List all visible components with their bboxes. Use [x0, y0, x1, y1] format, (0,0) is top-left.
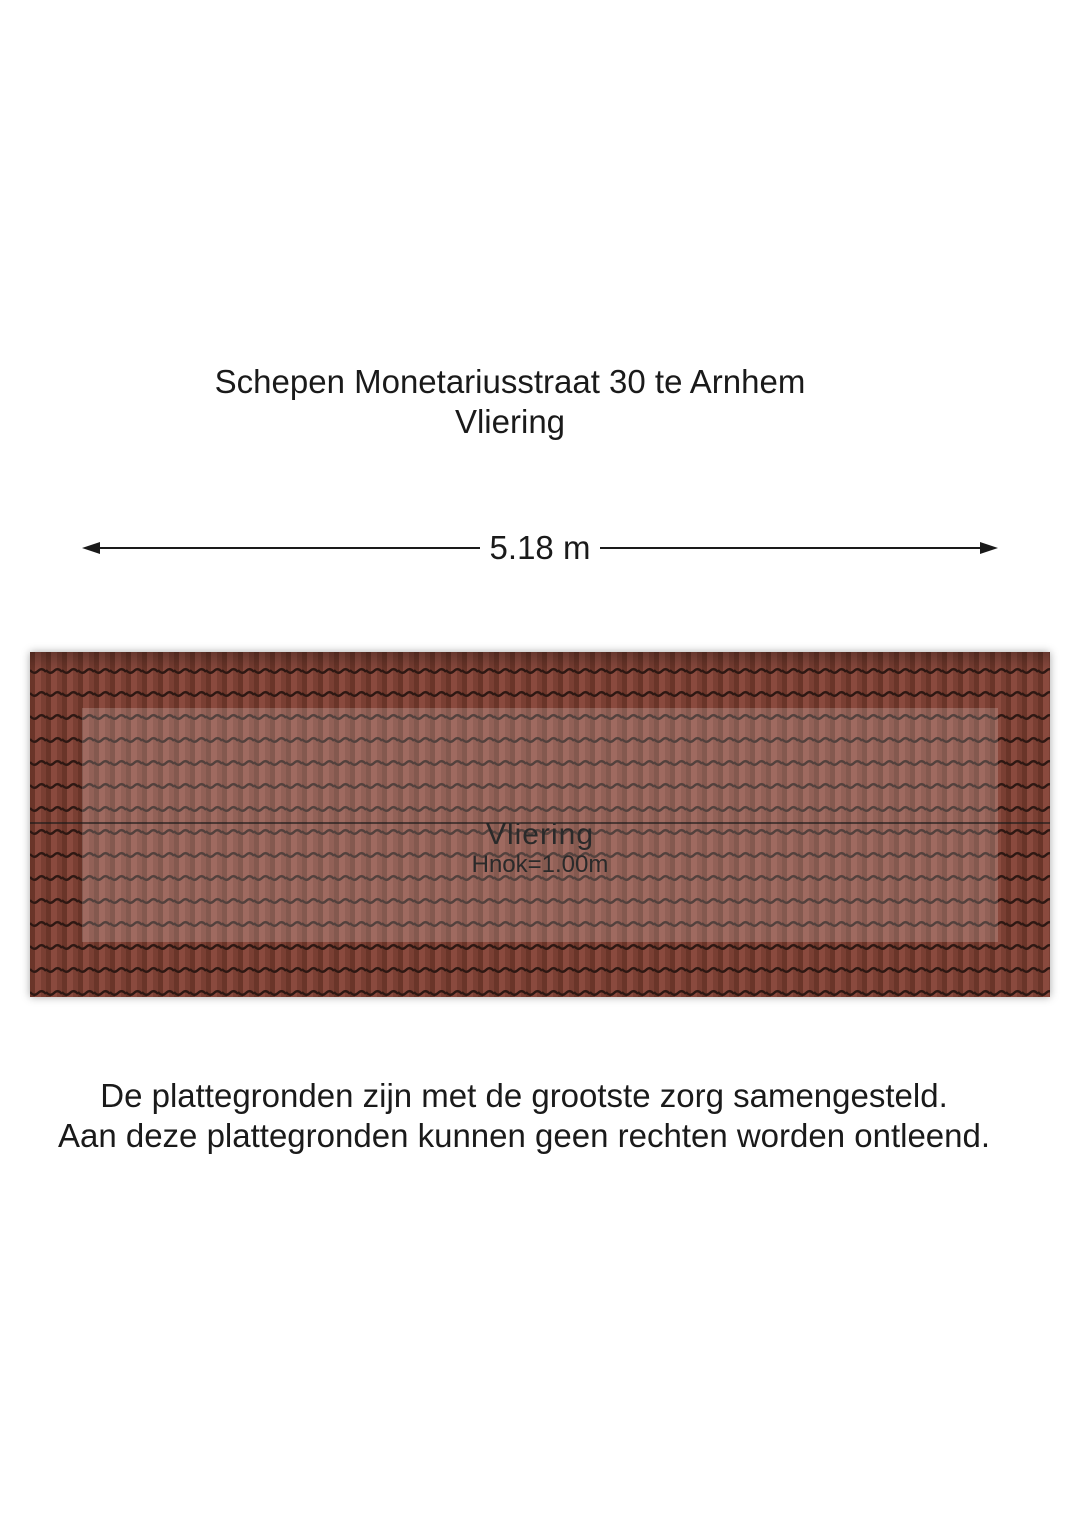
room-name: Vliering — [485, 818, 595, 851]
disclaimer-line-1: De plattegronden zijn met de grootste zorg samengesteld. — [100, 1077, 948, 1114]
disclaimer — [0, 1076, 1048, 1156]
disclaimer-line-2: Aan deze plattegronden kunnen geen rechten worden ontleend. — [57, 1117, 991, 1154]
room-height: Hnok=1.00m — [471, 851, 609, 878]
width-dimension — [80, 528, 1000, 568]
floor-title: Vliering — [454, 403, 566, 440]
room-label — [30, 818, 1050, 878]
dimension-label: 5.18 m — [480, 529, 601, 566]
title-block — [0, 362, 1020, 442]
address-title: Schepen Monetariusstraat 30 te Arnhem — [214, 363, 806, 400]
